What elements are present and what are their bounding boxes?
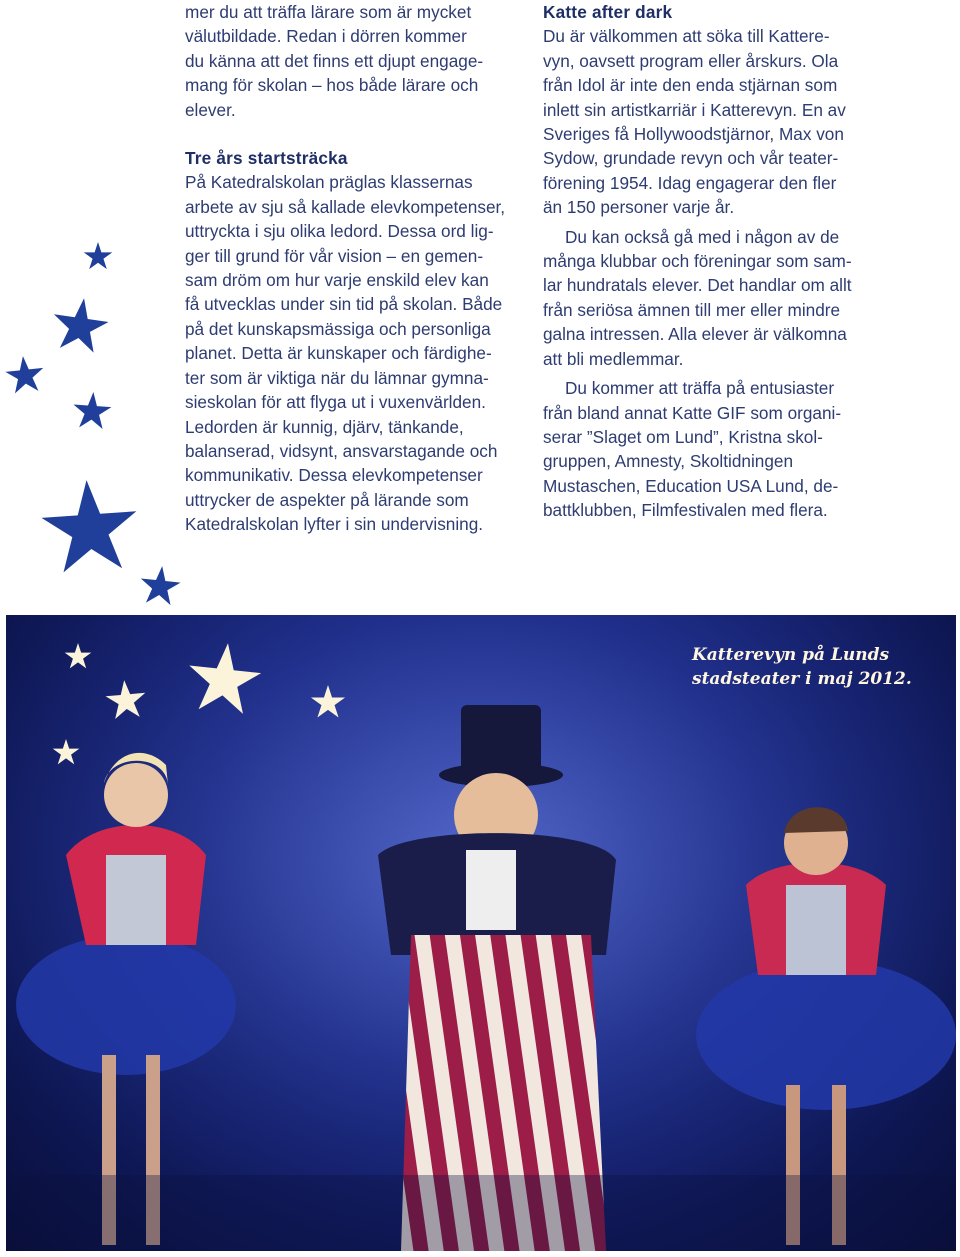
intro-paragraph: mer du att träffa lärare som är mycket välutbildade. Redan i dörren kommer du känna att det finns ett djupt engage- mang för skolan – hos både lärare och elever. bbox=[185, 2, 484, 120]
star-icon bbox=[138, 564, 182, 606]
right-text-column bbox=[543, 0, 883, 523]
body-paragraph: Du är välkommen att söka till Kattere- vyn, oavsett program eller årskurs. Ola från Idol är inte den enda stjärnan som inlett sin artistkarriär i Katterevyn. En av Sveriges få Hollywoodstjärnor, Max von Sydow, grundade revyn och vår teater- förening 1954. Idag engagerar den fler än 150 personer varje år. bbox=[543, 26, 846, 218]
star-icon bbox=[84, 242, 113, 269]
body-paragraph: Du kommer att träffa på entusiaster från bland annat Katte GIF som organi- serar ”Slaget om Lund”, Kristna skol- gruppen, Amnesty, Skoltidningen Mustaschen, Education USA Lund, de- battklubben, Filmfestivalen med flera. bbox=[543, 378, 842, 521]
stage-photo bbox=[6, 615, 956, 1251]
star-icon bbox=[72, 391, 112, 430]
star-icon bbox=[39, 477, 140, 574]
body-paragraph: På Katedralskolan präglas klassernas arbete av sju så kallade elevkompetenser, uttryckta i sju olika ledord. Dessa ord lig- ger till grund för vår vision – en gemen- sam dröm om hur varje enskild elev kan få utvecklas under sin tid på skolan. Både på det kunskapsmässiga och personliga planet. Detta är kunskaper och färdighe- ter som är viktiga när du lämnar gymna- sieskolan för att flyga ut i vuxenvärlden. Ledorden är kunnig, djärv, tänkande, balanserad, vidsynt, ansvarstagande och kommunikativ. Dessa elevkompetenser uttrycker de aspekter på lärande som Katedralskolan lyfter i sin undervisning. bbox=[185, 172, 506, 535]
star-icon-group bbox=[0, 230, 200, 610]
star-icon bbox=[4, 354, 46, 394]
stage-scene bbox=[6, 615, 956, 1251]
body-paragraph: Du kan också gå med i någon av de många klubbar och föreningar som sam- lar hundratals elever. Det handlar om allt från seriösa ämnen till mer eller mindre galna intressen. Alla elever är välkomna att bli medlemmar. bbox=[543, 226, 852, 369]
photo-caption: Katterevyn på Lunds stadsteater i maj 2012. bbox=[692, 645, 912, 689]
section-heading: Katte after dark bbox=[543, 2, 673, 22]
section-heading: Tre års startsträcka bbox=[185, 148, 348, 169]
star-icon bbox=[49, 294, 111, 354]
left-text-column bbox=[185, 0, 515, 537]
